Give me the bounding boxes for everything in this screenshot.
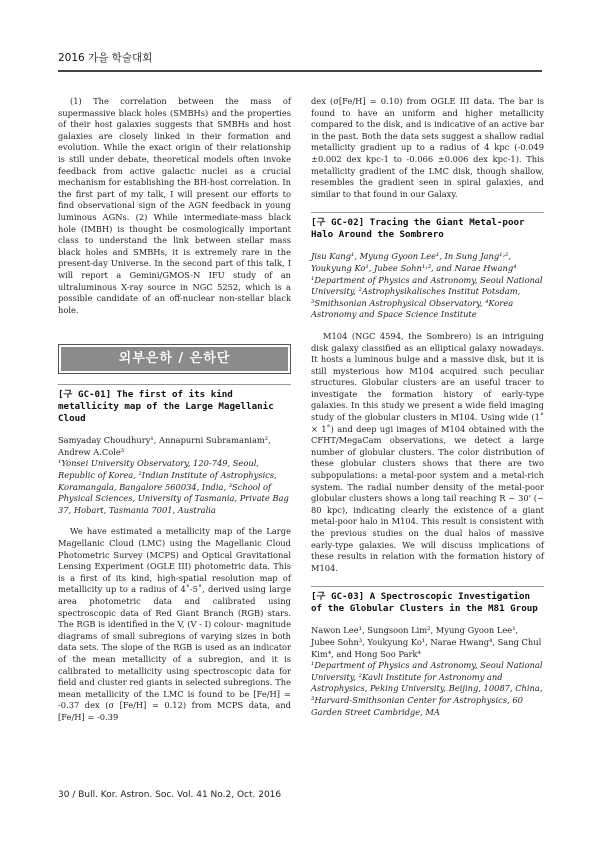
header-rule	[58, 70, 542, 72]
left-column	[58, 96, 291, 724]
gc02-affiliations: ¹Department of Physics and Astronomy, Seoul National University, ²Astrophysikalisches Institut Potsdam, ³Smithsonian Astrophysical Observatory, ⁴Korea Astronomy and Space Science Institute	[311, 274, 543, 320]
gc01-abstract-continued: dex (σ[Fe/H] = 0.10) from OGLE III data. The bar is found to have an uniform and higher metallicity compared to the disk, and is indicative of an active bar in the past. Both the data sets suggest a shallow radial metallicity gradient up to a radius of 4 kpc (-0.049 ±0.002 dex kpc-1 to -0.066 ±0.006 dex kpc-1). This metallicity gradient of the LMC disk, though shallow, resembles the gradient seen in spiral galaxies, and similar to that found in our Galaxy.	[311, 96, 544, 199]
gc03-authors: Nawon Lee¹, Sungsoon Lim², Myung Gyoon Lee¹, Jubee Sohn³, Youkyung Ko¹, Narae Hwang⁴, Sang Chul Kim⁴, and Hong Soo Park⁴	[311, 625, 542, 659]
running-header: 2016 가을 학술대회	[58, 52, 153, 64]
gc01-abstract: We have estimated a metallicity map of the Large Magellanic Cloud (LMC) using the Magellanic Cloud Photometric Survey (MCPS) and Optical Gravitational Lensing Experiment (OGLE III) photometric data. This is a first of its kind, high-spatial resolution map of metallicity up to a radius of 4˚-5˚, derived using large area photometric data and calibrated using spectroscopic data of Red Giant Branch (RGB) stars. The RGB is identified in the V, (V - I) colour- magnitude diagrams of small subregions of varying sizes in both data sets. The slope of the RGB is used as an indicator of the mean metallicity of a subregion, and it is calibrated to metallicity using spectroscopic data for field and cluster red giants in selected subregions. The mean metallicity of the LMC is found to be [Fe/H] = -0.37 dex (σ [Fe/H] = 0.12) from MCPS data, and [Fe/H] = -0.39	[58, 526, 291, 722]
section-banner-label: 외부은하 / 은하단	[61, 347, 288, 371]
gc03-title: [구 GC-03] A Spectroscopic Investigation of the Globular Clusters in the M81 Group	[311, 591, 538, 615]
section-rule	[311, 586, 544, 587]
section-banner	[58, 344, 291, 374]
gc02-title: [구 GC-02] Tracing the Giant Metal-poor Halo Around the Sombrero	[311, 217, 525, 241]
gc01-affiliations: ¹Yonsei University Observatory, 120-749, Seoul, Republic of Korea, ²Indian Institute of Astrophysics, Koramangala, Bangalore 560034, India, ³School of Physical Sciences, University of Tasmania, Private Bag 37, Hobart, Tasmania 7001, Australia	[58, 458, 289, 515]
section-rule	[58, 384, 291, 385]
page-footer: 30 / Bull. Kor. Astron. Soc. Vol. 41 No.2, Oct. 2016	[58, 790, 282, 800]
gc02-abstract: M104 (NGC 4594, the Sombrero) is an intriguing disk galaxy classified as an elliptical galaxy nowadays. It hosts a luminous bulge and a massive disk, but it is still mysterious how M104 acquired such peculiar structures. Globular clusters are an useful tracer to investigate the formation history of early-type galaxies. In this study we present a wide field imaging study of the globular clusters in M104. Using wide (1˚ × 1˚) and deep ugi images of M104 obtained with the CFHT/MegaCam observations, we detect a large number of globular clusters. The color distribution of these globular clusters shows that there are two subpopulations: a metal-poor system and a metal-rich system. The radial number density of the metal-poor globular clusters shows a long tail reaching R ~ 30' (~ 80 kpc), indicating clearly the existence of a giant metal-poor halo in M104. This result is consistent with the previous studies on the dual halos of massive early-type galaxies. We will discuss implications of these results in relation with the formation history of M104.	[311, 330, 544, 573]
gc01-title: [구 GC-01] The first of its kind metallicity map of the Large Magellanic Cloud	[58, 389, 274, 425]
gc02-authors: Jisu Kang¹, Myung Gyoon Lee¹, In Sung Jang¹˒², Youkyung Ko¹, Jubee Sohn¹˒³, and Narae Hwang⁴	[311, 251, 517, 273]
gc03-affiliations: ¹Department of Physics and Astronomy, Seoul National University, ²Kavli Institute for Astronomy and Astrophysics, Peking University, Beijing, 10087, China, ³Harvard-Smithsonian Center for Astrophysics, 60 Garden Street Cambridge, MA	[311, 660, 543, 717]
right-column	[311, 96, 544, 728]
intro-abstract-text: (1) The correlation between the mass of supermassive black holes (SMBHs) and the properties of their host galaxies suggests that SMBHs and host galaxies are closely linked in their formation and evolution. While the exact origin of their relationship is still under debate, theoretical models often invoke feedback from active galactic nuclei as a crucial mechanism for establishing the BH-host correlation. In the first part of my talk, I will present our efforts to find observational sign of the AGN feedback in young luminous AGNs. (2) While intermediate-mass black hole (IMBH) is thought be cosmologically important class to understand the link between stellar mass black holes and SMBHs, it is extremely rare in the present-day Universe. In the second part of this talk, I will report a Gemini/GMOS-N IFU study of an ultraluminous X-ray source in NGC 5252, which is a possible candidate of an off-nuclear non-stellar black hole.	[58, 96, 291, 315]
gc01-authors: Samyaday Choudhury¹, Annapurni Subramaniam², Andrew A.Cole³	[58, 435, 271, 457]
section-rule	[311, 212, 544, 213]
